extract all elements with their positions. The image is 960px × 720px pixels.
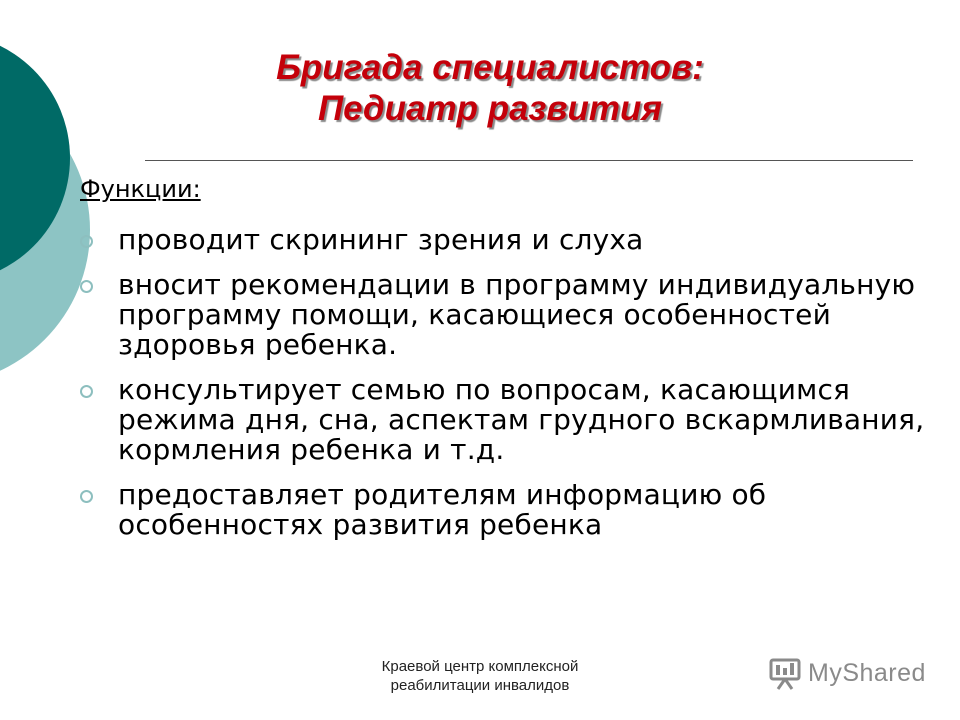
ring-bullet-icon (80, 280, 93, 293)
list-item-text: предоставляет родителям информацию об особенностях развития ребенка (118, 478, 767, 541)
title-divider (145, 160, 913, 161)
functions-list (80, 225, 940, 555)
list-item-text: вносит рекомендации в программу индивидуальную программу помощи, касающиеся особенностей здоровья ребенка. (118, 268, 916, 361)
footer-line-1: Краевой центр комплексной (381, 658, 579, 675)
presentation-board-icon (768, 657, 802, 691)
footer-line-2: реабилитации инвалидов (390, 677, 570, 694)
slide-title (190, 48, 790, 129)
list-item (80, 480, 940, 540)
list-item (80, 270, 940, 360)
list-item (80, 225, 940, 255)
list-item-text: консультирует семью по вопросам, касающимся режима дня, сна, аспектам грудного вскармливания, кормления ребенка и т.д. (118, 373, 925, 466)
functions-heading: Функции: (80, 175, 201, 203)
logo-text: MyShared (808, 659, 926, 687)
list-item (80, 375, 940, 465)
slide-footer (335, 657, 625, 695)
title-line-2: Педиатр развития (317, 88, 663, 128)
ring-bullet-icon (80, 385, 93, 398)
ring-bullet-icon (80, 235, 93, 248)
title-line-1: Бригада специалистов: (276, 48, 704, 87)
list-item-text: проводит скрининг зрения и слуха (118, 223, 644, 256)
ring-bullet-icon (80, 490, 93, 503)
